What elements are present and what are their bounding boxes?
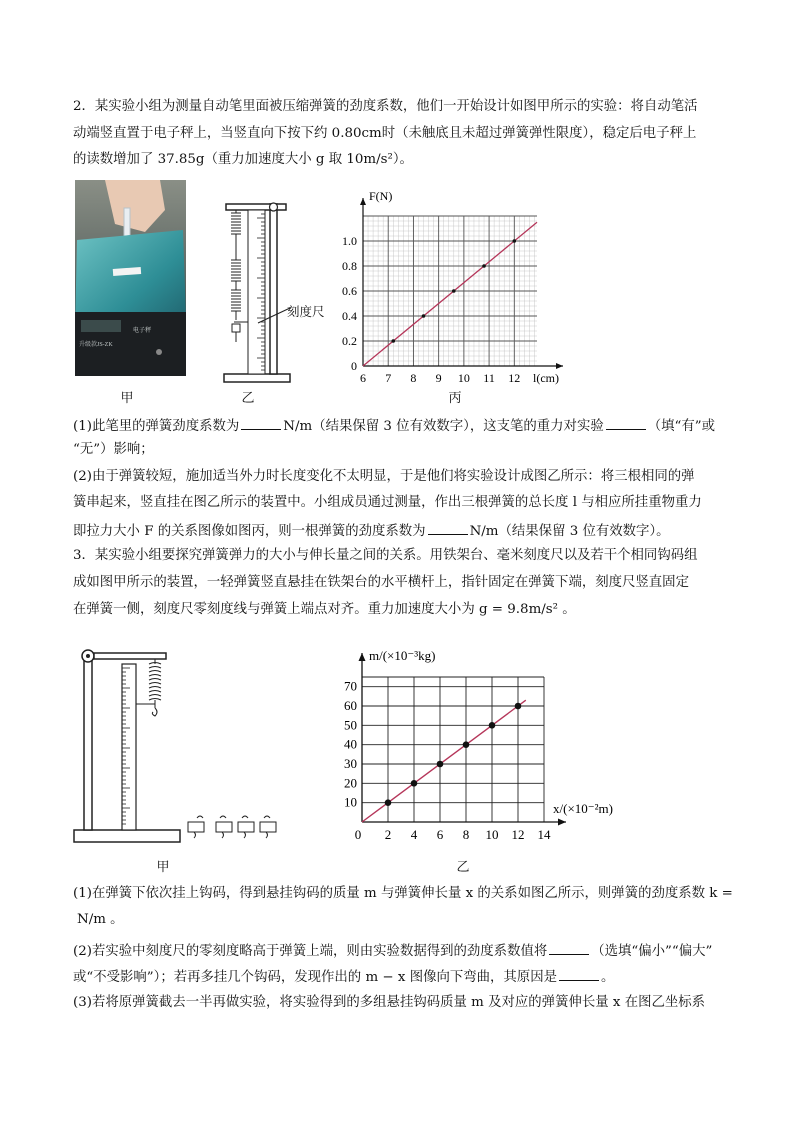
scale-model-text: 升级款JS-ZK xyxy=(79,342,113,348)
chart2-y-tick-labels xyxy=(344,679,357,810)
chart1-series xyxy=(363,222,537,366)
chart1-major-grid xyxy=(363,216,537,366)
data-point xyxy=(422,314,426,318)
y-tick-label: 0.6 xyxy=(342,284,357,298)
q2-sub1-blank-2[interactable] xyxy=(606,415,646,430)
x-tick-label: 11 xyxy=(483,371,495,385)
q2-sub1-line-1 xyxy=(73,415,715,437)
x-tick-label: 2 xyxy=(384,827,392,842)
y-tick-label: 40 xyxy=(344,736,357,752)
y-tick-label: 30 xyxy=(344,756,357,771)
chart2-y-axis-label: m/(×10⁻³kg) xyxy=(369,648,436,663)
scale-photo xyxy=(75,180,186,376)
chart2-axes xyxy=(359,653,567,826)
chart2-series xyxy=(362,700,526,822)
q3-line-2: 成如图甲所示的装置，一轻弹簧竖直悬挂在铁架台的水平横杆上，指针固定在弹簧下端，刻度尺竖直固定 xyxy=(73,575,689,590)
q2-sub2-blank[interactable] xyxy=(428,520,468,535)
fit-line xyxy=(363,222,537,366)
q2-sub2-line-2: 簧串起来，竖直挂在图乙所示的装置中。小组成员通过测量，作出三根弹簧的总长度 l 与相应所挂重物重力 xyxy=(73,495,702,510)
data-point xyxy=(391,339,395,343)
q2-caption-yi: 乙 xyxy=(241,391,255,406)
q2-sub2-line-3 xyxy=(73,520,670,542)
hook-weights xyxy=(188,816,276,838)
q3-caption-yi: 乙 xyxy=(456,860,470,875)
q3-line-3: 在弹簧一侧，刻度尺零刻度线与弹簧上端点对齐。重力加速度大小为 g = 9.8m/s² 。 xyxy=(73,602,576,617)
data-point xyxy=(452,289,456,293)
x-tick-label: 4 xyxy=(410,827,418,842)
q3-line-1: 3．某实验小组要探究弹簧弹力的大小与伸长量之间的关系。用铁架台、毫米刻度尺以及若干个相同钩码组 xyxy=(73,548,698,563)
q3-caption-jia: 甲 xyxy=(156,860,170,875)
data-point xyxy=(482,264,486,268)
q3-sub2-blank-2[interactable] xyxy=(559,966,599,981)
hook-weight xyxy=(188,816,204,838)
q2-sub1-text-b: N/m（结果保留 3 位有效数字），这支笔的重力对实验 xyxy=(283,419,604,434)
q3-spring-apparatus xyxy=(70,644,285,848)
q3-sub2-text-d: 。 xyxy=(600,970,615,985)
q2-sub2-text-b: N/m（结果保留 3 位有效数字）。 xyxy=(469,524,670,539)
x-tick-label: 8 xyxy=(462,827,470,842)
data-point xyxy=(463,741,470,748)
q2-sub2-line-1: (2)由于弹簧较短，施加适当外力时长度变化不太明显，于是他们将实验设计成图乙所示：将三根相同的弹 xyxy=(73,469,695,484)
q3-sub2-line-1 xyxy=(73,940,712,962)
y-tick-label: 70 xyxy=(344,678,357,694)
x-tick-label: 9 xyxy=(435,371,442,385)
y-axis-arrow xyxy=(360,198,366,205)
chart-mass-vs-extension xyxy=(335,642,635,848)
q2-caption-jia: 甲 xyxy=(120,391,134,406)
y-tick-label: 0.2 xyxy=(342,334,357,348)
scale-brand-text: 电子秤 xyxy=(133,328,152,334)
y-tick-label: 0.4 xyxy=(342,309,357,323)
three-springs-apparatus xyxy=(218,198,328,384)
q3-sub2-blank-1[interactable] xyxy=(549,940,589,955)
x-tick-label: 10 xyxy=(457,371,470,385)
q3-sub2-text-b: （选填“偏小”“偏大” xyxy=(591,944,713,959)
chart-force-vs-length xyxy=(335,186,575,386)
q2-sub1-blank-1[interactable] xyxy=(241,415,281,430)
q2-sub1-line-2: “无”）影响； xyxy=(73,442,154,457)
data-point xyxy=(437,761,444,768)
x-axis-arrow xyxy=(556,363,563,369)
ruler-label: 刻度尺 xyxy=(287,304,325,319)
y-tick-label: 20 xyxy=(344,775,357,791)
data-point xyxy=(489,722,496,729)
x-tick-label: 12 xyxy=(508,371,521,385)
q3-sub2-line-2 xyxy=(73,966,614,988)
y-tick-label: 10 xyxy=(344,794,357,810)
hook-weight xyxy=(216,816,232,838)
q2-sub1-text-a: (1)此笔里的弹簧劲度系数为 xyxy=(73,419,240,434)
q2-caption-bing: 丙 xyxy=(448,391,462,406)
data-point xyxy=(515,703,522,710)
data-point xyxy=(385,799,392,806)
q3-sub1-text-b: N/m 。 xyxy=(77,912,124,927)
y-tick-label: 0 xyxy=(351,359,357,373)
chart1-y-axis-label: F(N) xyxy=(369,189,393,203)
q2-line-1: 2．某实验小组为测量自动笔里面被压缩弹簧的劲度系数，他们一开始设计如图甲所示的实验：将自动笔活 xyxy=(73,99,698,114)
hook-weight xyxy=(238,816,254,838)
q2-sub1-text-c: （填“有”或 xyxy=(647,419,715,434)
chart1-x-tick-labels xyxy=(360,371,520,385)
y-tick-label: 0.8 xyxy=(342,259,357,273)
x-tick-label: 12 xyxy=(511,827,525,842)
hook-weight xyxy=(260,816,276,838)
chart1-x-axis-label: l(cm) xyxy=(533,371,559,385)
chart1-y-tick-labels xyxy=(342,234,357,373)
q2-sub2-text-a: 即拉力大小 F 的关系图像如图丙，则一根弹簧的劲度系数为 xyxy=(73,524,426,539)
chart2-x-axis-label: x/(×10⁻²m) xyxy=(553,801,613,816)
scale-photo-drawing xyxy=(75,180,186,376)
y-tick-label: 50 xyxy=(344,717,357,733)
y-tick-label: 1.0 xyxy=(342,234,357,248)
q3-sub3-line-1: (3)若将原弹簧截去一半再做实验，将实验得到的多组悬挂钩码质量 m 及对应的弹簧伸长量 x 在图乙坐标系 xyxy=(73,995,706,1010)
x-tick-label: 8 xyxy=(410,371,417,385)
x-axis-arrow xyxy=(558,819,566,826)
x-tick-label: 0 xyxy=(354,827,362,842)
y-tick-label: 60 xyxy=(344,698,357,713)
q3-sub2-text-a: (2)若实验中刻度尺的零刻度略高于弹簧上端，则由实验数据得到的劲度系数值将 xyxy=(73,944,548,959)
x-tick-label: 7 xyxy=(385,371,392,385)
y-axis-arrow xyxy=(359,653,366,661)
chart2-x-tick-labels xyxy=(355,827,551,842)
q3-sub2-text-c: 或“不受影响”）；若再多挂几个钩码，发现作出的 m − x 图像向下弯曲，其原因是 xyxy=(73,970,557,985)
x-tick-label: 10 xyxy=(485,827,499,842)
x-tick-label: 6 xyxy=(436,827,444,842)
data-point xyxy=(411,780,418,787)
q2-line-3: 的读数增加了 37.85g（重力加速度大小 g 取 10m/s²）。 xyxy=(73,152,413,167)
q2-line-2: 动端竖直置于电子秤上，当竖直向下按下约 0.80cm时（未触底且未超过弹簧弹性限度），稳定后电子秤上 xyxy=(73,126,697,141)
x-tick-label: 6 xyxy=(360,371,366,385)
q3-sub1-line-1: (1)在弹簧下依次挂上钩码，得到悬挂钩码的质量 m 与弹簧伸长量 x 的关系如图乙所示，则弹簧的劲度系数 k = xyxy=(73,886,733,901)
data-point xyxy=(513,239,517,243)
x-tick-label: 14 xyxy=(537,827,551,842)
q3-sub1-line-2 xyxy=(73,909,124,930)
